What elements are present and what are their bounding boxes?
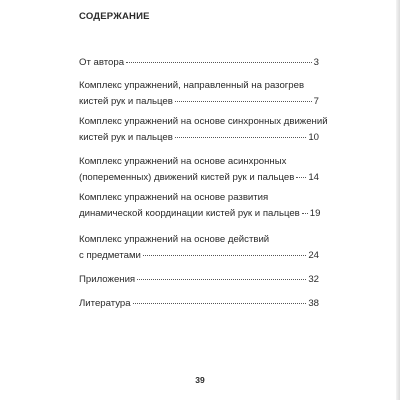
- toc-entry-page: 7: [313, 96, 319, 107]
- toc-entry: [79, 296, 319, 312]
- dot-leader: [137, 279, 306, 280]
- dot-leader: [143, 255, 306, 256]
- toc-entry-title: (попеременных) движений кистей рук и пальцев: [79, 172, 295, 183]
- page-edge-shadow: [396, 0, 400, 400]
- toc-entry: [79, 232, 319, 264]
- toc-entry-title-line: Комплекс упражнений на основе действий: [79, 234, 270, 245]
- toc-entry: [79, 272, 319, 288]
- dot-leader: [175, 137, 306, 138]
- toc-entry-title: кистей рук и пальцев: [79, 132, 173, 143]
- toc-entry-title: динамической координации кистей рук и пальцев: [79, 208, 300, 219]
- dot-leader: [302, 213, 308, 214]
- toc-entry-page: 32: [308, 274, 319, 285]
- toc-entry-page: 3: [313, 57, 319, 68]
- toc-entry: [79, 55, 319, 71]
- toc-entry-title-line: Комплекс упражнений на основе развития: [79, 192, 269, 203]
- toc-entry-page: 19: [309, 208, 321, 219]
- toc-entry: [79, 154, 319, 186]
- toc-entry-page: 24: [308, 250, 319, 261]
- dot-leader: [126, 62, 312, 63]
- dot-leader: [296, 177, 306, 178]
- toc-entry-title: От автора: [79, 57, 125, 68]
- toc-entry: [79, 190, 319, 222]
- toc-entry-title: кистей рук и пальцев: [79, 96, 173, 107]
- dot-leader: [175, 101, 312, 102]
- toc-entry-title: Литература: [79, 298, 131, 309]
- toc-entry-title: с предметами: [79, 250, 141, 261]
- page-number: 39: [195, 375, 205, 385]
- toc-entry-title: Приложения: [79, 274, 136, 285]
- toc-entry-page: 38: [308, 298, 319, 309]
- toc-entry-page: 10: [308, 132, 319, 143]
- toc-entry-title-line: Комплекс упражнений на основе асинхронных: [79, 156, 287, 167]
- toc-entry-title-line: Комплекс упражнений на основе синхронных движений: [79, 116, 328, 127]
- toc-heading: СОДЕРЖАНИЕ: [79, 11, 150, 22]
- toc-entry-page: 14: [308, 172, 319, 183]
- toc-entry-title-line: Комплекс упражнений, направленный на разогрев: [79, 80, 305, 91]
- toc-entry: [79, 78, 319, 110]
- toc-entry: [79, 114, 328, 146]
- dot-leader: [133, 303, 307, 304]
